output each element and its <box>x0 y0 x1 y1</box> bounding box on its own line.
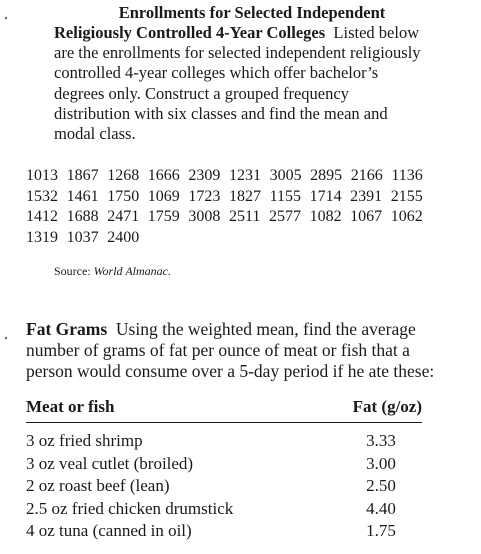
source-citation <box>54 264 171 278</box>
data-value: 2471 <box>107 208 140 225</box>
problem1-title-line2: Religiously Controlled 4-Year Colleges <box>54 23 326 42</box>
data-value: 1723 <box>188 187 221 205</box>
data-value: 1750 <box>107 187 140 205</box>
data-value: 2391 <box>350 187 383 205</box>
problem2-line-0: Using the weighted mean, find the average <box>115 319 416 339</box>
data-value: 2166 <box>350 167 383 184</box>
table-row <box>26 454 422 477</box>
data-value: 2155 <box>390 187 423 205</box>
meat-or-fish-cell: 3 oz veal cutlet (broiled) <box>26 453 194 473</box>
col-header-fat: Fat (g/oz) <box>352 397 422 416</box>
data-value: 1461 <box>66 187 99 205</box>
data-value: 2309 <box>188 167 221 184</box>
enrollment-data-grid <box>26 166 480 248</box>
table-header-row <box>26 394 422 423</box>
data-value: 1082 <box>309 208 342 225</box>
data-value: 2511 <box>228 208 261 225</box>
problem1-body-line-1: are the enrollments for selected independent religiously <box>54 43 421 63</box>
data-value: 2400 <box>107 228 140 246</box>
fat-cell: 4.40 <box>366 498 396 518</box>
data-row <box>26 166 480 187</box>
problem1-body-line-4: distribution with six classes and find the mean and <box>54 103 388 123</box>
col-header-meat-or-fish: Meat or fish <box>26 397 115 416</box>
meat-or-fish-cell: 2.5 oz fried chicken drumstick <box>26 498 234 518</box>
data-row <box>26 207 480 228</box>
data-value: 1688 <box>66 208 99 225</box>
data-value: 1155 <box>269 187 301 205</box>
data-value: 1319 <box>26 228 58 246</box>
data-value: 1037 <box>66 228 99 246</box>
data-value: 1827 <box>228 187 261 205</box>
meat-or-fish-cell: 2 oz roast beef (lean) <box>26 476 170 495</box>
data-value: 3005 <box>269 167 302 184</box>
problem1-title-line1: Enrollments for Selected Independent <box>118 3 386 22</box>
data-value: 1412 <box>26 208 58 225</box>
data-value: 1268 <box>107 167 140 184</box>
source-label: Source: <box>54 264 91 278</box>
problem1-body-line-0: Listed below <box>333 23 420 42</box>
data-value: 1759 <box>147 208 180 225</box>
problem1-title <box>26 3 478 23</box>
table-row <box>26 476 422 499</box>
data-value: 1069 <box>147 187 180 205</box>
data-value: 1666 <box>147 167 180 184</box>
table-row <box>26 521 422 544</box>
fat-grams-table <box>26 394 422 544</box>
table-row <box>26 499 422 522</box>
problem1-body-line-2: controlled 4-year colleges which offer bachelor’s <box>54 63 379 83</box>
table-body <box>26 431 422 544</box>
fat-cell: 2.50 <box>366 476 396 495</box>
data-value: 1136 <box>391 167 423 184</box>
problem2-line-2: person would consume over a 5-day period if he ate these: <box>26 360 435 381</box>
problem2-title: Fat Grams <box>26 319 108 339</box>
problem1-body-line-3: degrees only. Construct a grouped frequency <box>54 83 349 103</box>
data-value: 1231 <box>228 167 261 184</box>
data-value: 1714 <box>309 187 342 205</box>
table-row <box>26 431 422 454</box>
problem2-bullet: . <box>4 326 8 343</box>
fat-cell: 3.00 <box>366 453 396 473</box>
problem1-body <box>54 23 478 144</box>
problem1-body-line-5: modal class. <box>54 124 136 144</box>
meat-or-fish-cell: 3 oz fried shrimp <box>26 431 143 450</box>
data-value: 1062 <box>390 208 423 225</box>
meat-or-fish-cell: 4 oz tuna (canned in oil) <box>26 521 192 540</box>
data-value: 3008 <box>188 208 221 225</box>
data-row <box>26 187 480 208</box>
data-value: 2577 <box>268 208 301 225</box>
data-value: 2895 <box>310 167 343 184</box>
problem1-body-line <box>54 23 478 43</box>
problem2-body <box>26 319 480 381</box>
fat-cell: 1.75 <box>366 521 396 540</box>
data-value: 1067 <box>350 208 383 225</box>
data-value: 1532 <box>26 187 58 205</box>
problem2-line <box>26 319 480 340</box>
source-name: World Almanac. <box>93 264 171 278</box>
data-row <box>26 228 480 249</box>
fat-cell: 3.33 <box>366 431 396 450</box>
problem2-line-1: number of grams of fat per ounce of meat or fish that a <box>26 339 410 360</box>
problem1-bullet: . <box>4 6 8 23</box>
data-value: 1867 <box>66 167 99 184</box>
data-value: 1013 <box>26 167 58 184</box>
